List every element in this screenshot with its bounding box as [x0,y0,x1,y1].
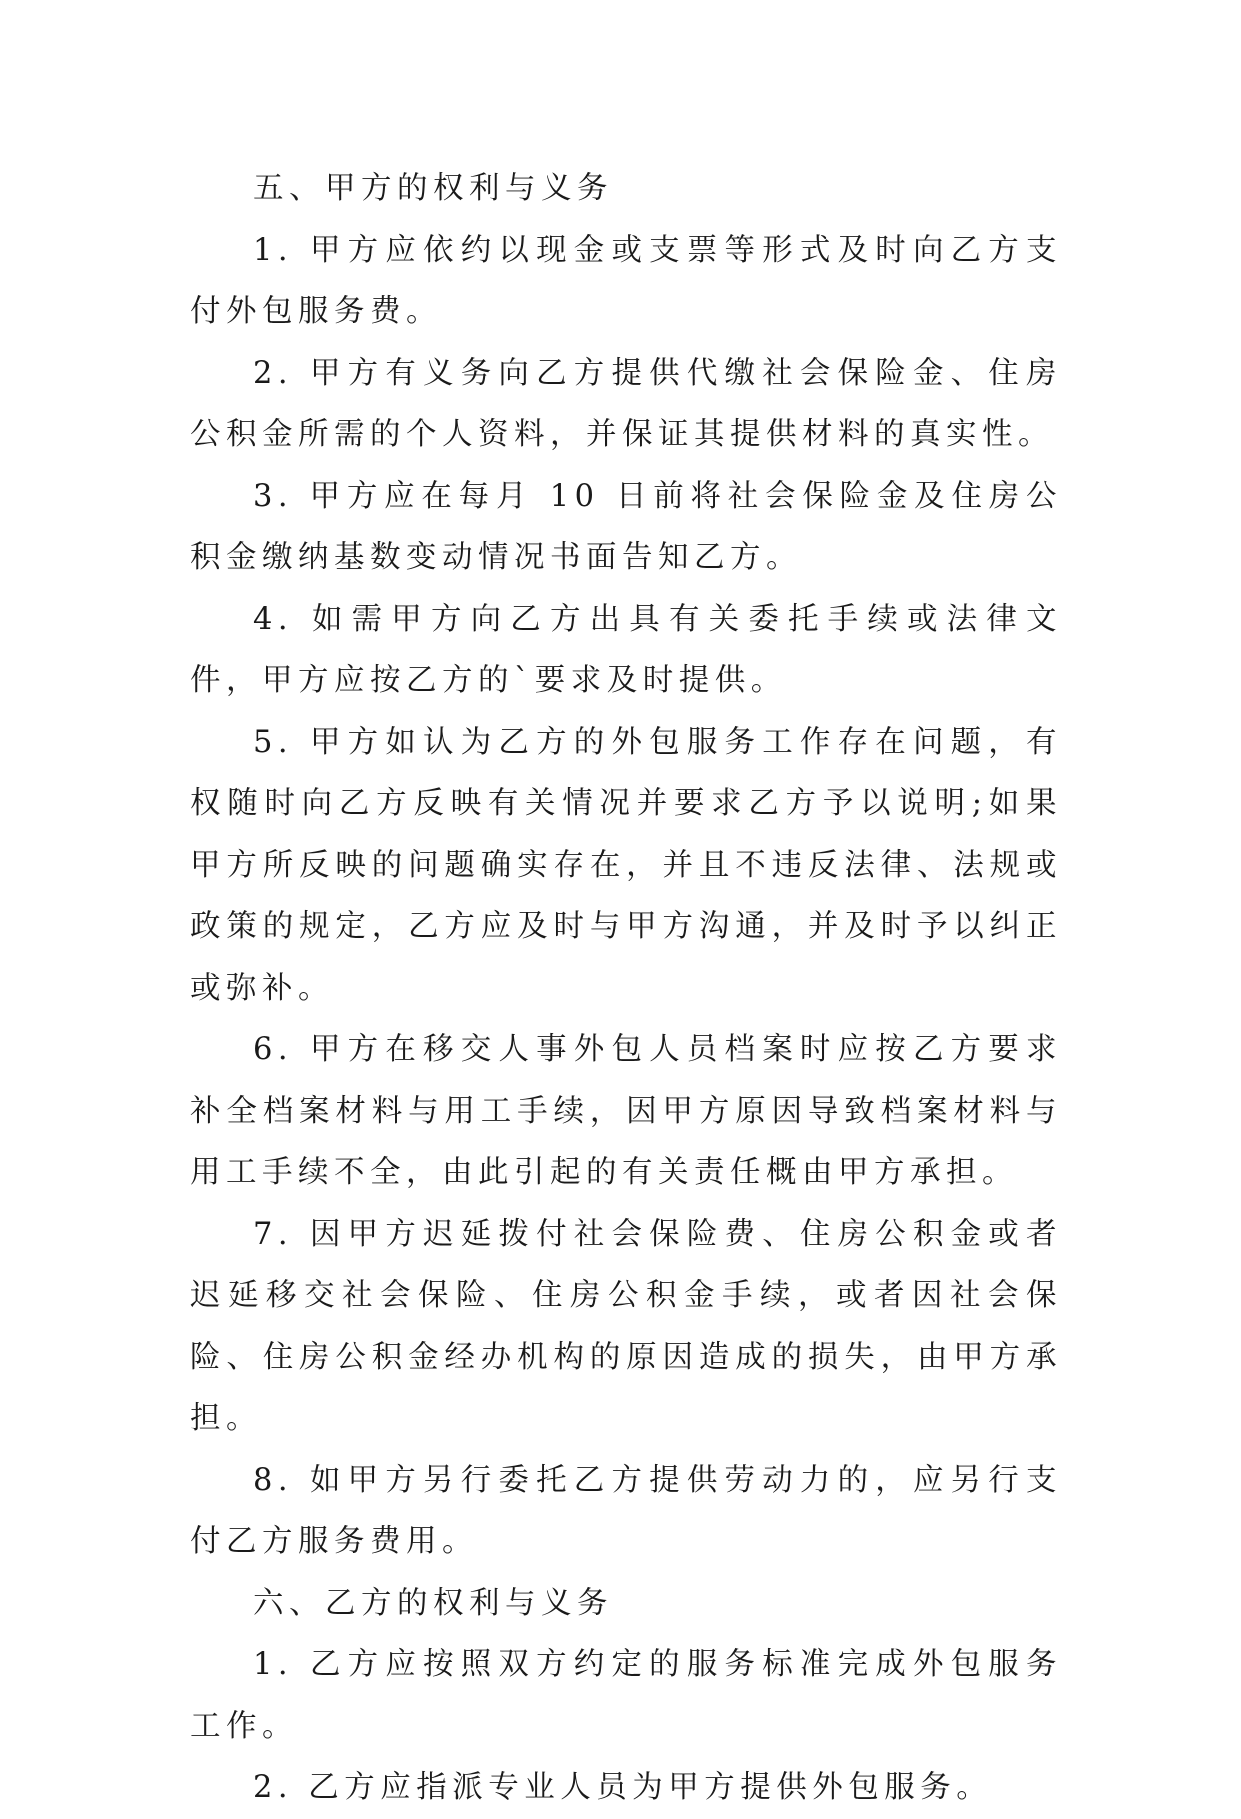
clause-5-5: 5. 甲方如认为乙方的外包服务工作存在问题，有权随时向乙方反映有关情况并要求乙方予以说明;如果甲方所反映的问题确实存在，并且不违反法律、法规或政策的规定，乙方应及时与甲方沟通，并及时予以纠正或弥补。 [190,724,1062,1006]
clause-5-4: 4. 如需甲方向乙方出具有关委托手续或法律文件，甲方应按乙方的`要求及时提供。 [190,601,1062,698]
clause-6-2: 2. 乙方应指派专业人员为甲方提供外包服务。 [253,1770,993,1805]
clause-6-1: 1. 乙方应按照双方约定的服务标准完成外包服务工作。 [190,1647,1062,1744]
document-body [190,158,1062,1819]
clause-5-2: 2. 甲方有义务向乙方提供代缴社会保险金、住房公积金所需的个人资料，并保证其提供材料的真实性。 [190,355,1062,452]
clause-5-1: 1. 甲方应依约以现金或支票等形式及时向乙方支付外包服务费。 [190,232,1062,329]
clause-5-6: 6. 甲方在移交人事外包人员档案时应按乙方要求补全档案材料与用工手续，因甲方原因导致档案材料与用工手续不全，由此引起的有关责任概由甲方承担。 [190,1032,1062,1190]
clause-5-7: 7. 因甲方迟延拨付社会保险费、住房公积金或者迟延移交社会保险、住房公积金手续，或者因社会保险、住房公积金经办机构的原因造成的损失，由甲方承担。 [190,1216,1062,1436]
clause-5-3: 3. 甲方应在每月 10 日前将社会保险金及住房公积金缴纳基数变动情况书面告知乙方。 [190,478,1062,575]
section-heading-6: 六、乙方的权利与义务 [253,1585,613,1621]
clause-5-8: 8. 如甲方另行委托乙方提供劳动力的，应另行支付乙方服务费用。 [190,1462,1062,1559]
section-heading-5: 五、甲方的权利与义务 [253,171,613,206]
